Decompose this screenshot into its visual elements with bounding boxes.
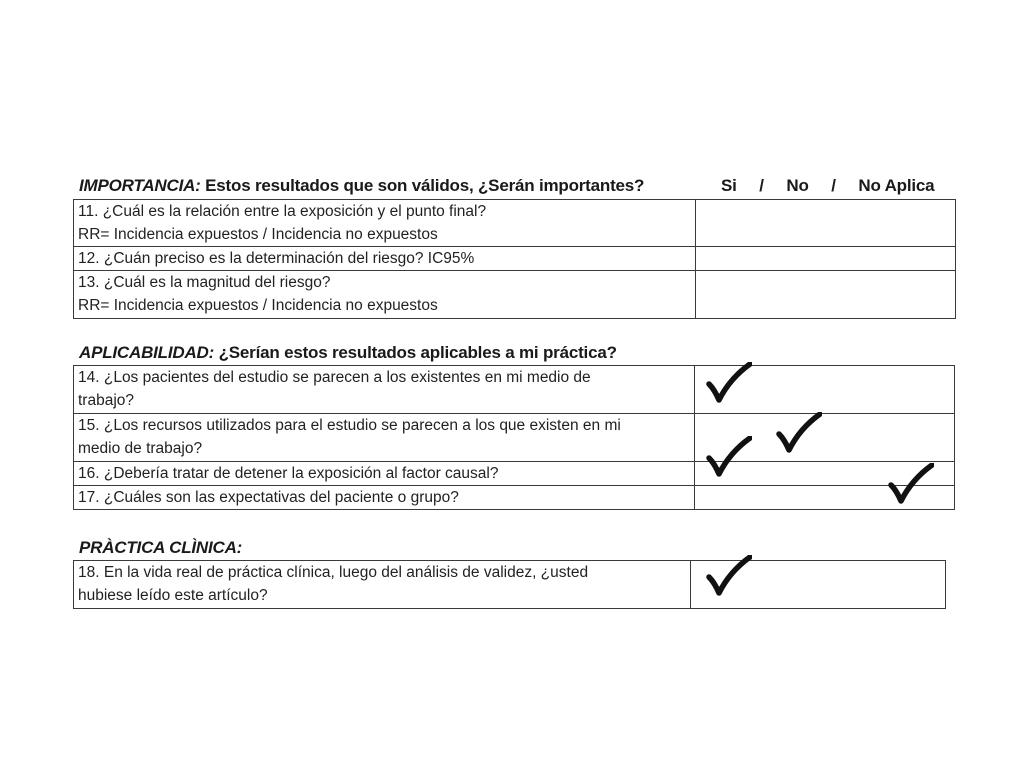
question-14: 14. ¿Los pacientes del estudio se parecen a los existentes en mi medio de trabajo? — [74, 366, 695, 414]
importancia-header — [79, 176, 644, 196]
table-row — [74, 271, 956, 319]
question-11: 11. ¿Cuál es la relación entre la exposición y el punto final? RR= Incidencia expuestos / Incidencia no expuestos — [74, 200, 696, 247]
aplicabilidad-title-text: ¿Serían estos resultados aplicables a mi práctica? — [214, 343, 617, 362]
importancia-table — [73, 199, 956, 319]
importancia-title-text: Estos resultados que son válidos, ¿Serán importantes? — [200, 176, 645, 195]
question-17: 17. ¿Cuáles son las expectativas del paciente o grupo? — [74, 486, 695, 510]
aplicabilidad-table — [73, 365, 955, 510]
aplicabilidad-header — [79, 343, 617, 363]
aplicabilidad-title-italic: APLICABILIDAD: — [79, 343, 215, 362]
question-18: 18. En la vida real de práctica clínica, luego del análisis de validez, ¿usted hubiese leído este artículo? — [74, 561, 691, 609]
check-mark-icon — [776, 412, 822, 454]
table-row — [74, 486, 955, 510]
importancia-title-italic: IMPORTANCIA: — [79, 176, 201, 195]
answer-options-header: Si / No / No Aplica — [721, 176, 935, 195]
practica-table — [73, 560, 946, 609]
table-row — [74, 366, 955, 414]
practica-header — [79, 538, 242, 558]
question-12: 12. ¿Cuán preciso es la determinación del riesgo? IC95% — [74, 247, 696, 271]
table-row — [74, 247, 956, 271]
check-mark-icon — [706, 555, 752, 597]
check-mark-icon — [706, 362, 752, 404]
practica-title: PRÀCTICA CLÌNICA: — [79, 538, 243, 557]
table-row — [74, 200, 956, 247]
table-row — [74, 414, 955, 462]
answer-cell[interactable] — [696, 200, 956, 247]
table-row — [74, 561, 946, 609]
question-15: 15. ¿Los recursos utilizados para el estudio se parecen a los que existen en mi medio de trabajo? — [74, 414, 695, 462]
question-16: 16. ¿Debería tratar de detener la exposición al factor causal? — [74, 462, 695, 486]
table-row — [74, 462, 955, 486]
check-mark-icon — [888, 463, 934, 505]
question-13: 13. ¿Cuál es la magnitud del riesgo? RR= Incidencia expuestos / Incidencia no expuestos — [74, 271, 696, 319]
check-mark-icon — [706, 436, 752, 478]
answer-cell[interactable] — [696, 271, 956, 319]
answer-cell[interactable] — [696, 247, 956, 271]
